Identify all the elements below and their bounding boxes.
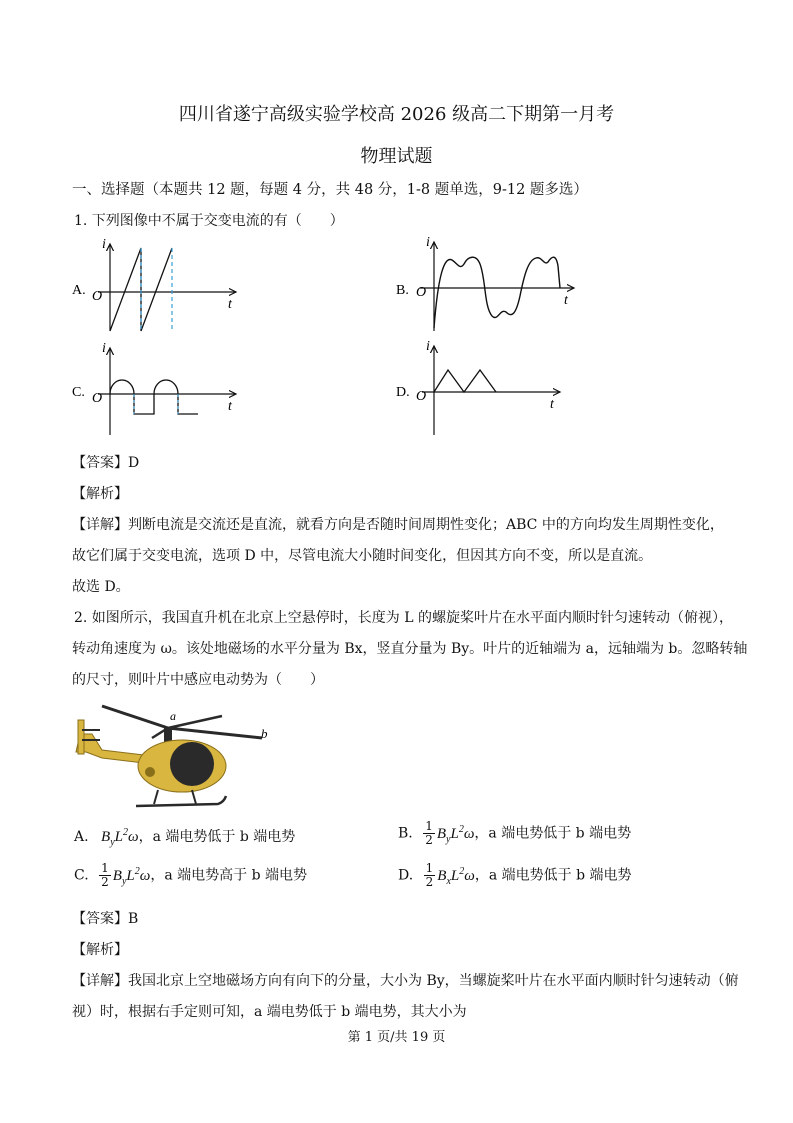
origin-label: O <box>416 285 427 300</box>
origin-label: O <box>92 391 103 406</box>
q1-analysis-heading: 【解析】 <box>72 486 128 502</box>
graph-c <box>68 340 248 440</box>
option-c-formula: $B_yL^2\omega$ <box>112 865 151 887</box>
option-c-label: C. <box>74 867 89 884</box>
axis-i-label: i <box>102 237 106 252</box>
option-b-label: B. <box>398 825 413 842</box>
option-b-formula: $B_yL^2\omega$ <box>436 823 475 845</box>
option-d-fraction: $\frac{1}{2}$ <box>425 861 434 889</box>
q2-stem-line-3: 的尺寸，则叶片中感应电动势为（ ） <box>72 672 324 688</box>
axis-t-label: t <box>228 297 232 312</box>
option-a-text: ，a 端电势低于 b 端电势 <box>138 829 296 845</box>
helicopter-figure <box>72 694 282 818</box>
graph-a <box>68 236 248 336</box>
option-c-label: C. <box>72 385 85 400</box>
q2-option-d <box>398 862 632 889</box>
q2-option-b <box>398 820 631 847</box>
axis-t-label: t <box>564 293 568 308</box>
exam-subtitle: 物理试题 <box>360 146 433 167</box>
option-b-fraction: $\frac{1}{2}$ <box>425 819 433 847</box>
q2-analysis-heading: 【解析】 <box>72 942 128 958</box>
q2-option-a <box>74 826 295 848</box>
option-d-formula: $B_xL^2\omega$ <box>437 865 475 887</box>
origin-label: O <box>416 389 427 404</box>
q1-conclusion: 故选 D。 <box>72 579 130 595</box>
q2-answer: 【答案】B <box>72 911 139 927</box>
q1-detail-line-1: 【详解】判断电流是交流还是直流，就看方向是否随时间周期性变化；ABC 中的方向均发生周期性变化， <box>72 517 724 533</box>
page-number: 第 1 页/共 19 页 <box>347 1030 446 1045</box>
q1-detail-line-2: 故它们属于交变电流，选项 D 中，尽管电流大小随时间变化，但因其方向不变，所以是直流。 <box>72 548 653 564</box>
q2-detail-line-1: 【详解】我国北京上空地磁场方向有向下的分量，大小为 By，当螺旋桨叶片在水平面内顺时针匀速转动（俯 <box>72 973 739 989</box>
axis-t-label: t <box>550 397 554 412</box>
option-b-text: ，a 端电势低于 b 端电势 <box>474 825 632 842</box>
option-a-label: A. <box>72 283 86 298</box>
q2-stem-line-1: 2. 如图所示，我国直升机在北京上空悬停时，长度为 L 的螺旋桨叶片在水平面内顺时针匀速转动（俯视）， <box>74 610 734 626</box>
blade-near-end-label: a <box>170 709 176 723</box>
blade-far-end-label: b <box>261 726 268 741</box>
origin-label: O <box>92 289 103 304</box>
option-d-label: D. <box>398 867 414 884</box>
exam-title: 四川省遂宁高级实验学校高 2026 级高二下期第一月考 <box>178 104 615 125</box>
q1-answer: 【答案】D <box>72 455 140 471</box>
option-c-fraction: $\frac{1}{2}$ <box>101 861 109 889</box>
q2-option-c <box>74 862 307 889</box>
option-c-text: ，a 端电势高于 b 端电势 <box>150 867 307 884</box>
option-d-label: D. <box>396 385 410 400</box>
graph-b <box>392 236 592 336</box>
section-heading: 一、选择题（本题共 12 题，每题 4 分，共 48 分，1-8 题单选，9-12 题多选） <box>72 182 588 198</box>
q2-stem-line-2: 转动角速度为 ω。该处地磁场的水平分量为 Bx，竖直分量为 By。叶片的近轴端为 a，远轴端为 b。忽略转轴 <box>72 641 748 657</box>
option-d-text: ，a 端电势低于 b 端电势 <box>474 867 632 884</box>
q2-detail-line-2: 视）时，根据右手定则可知，a 端电势低于 b 端电势，其大小为 <box>72 1004 467 1020</box>
axis-i-label: i <box>102 341 106 356</box>
axis-i-label: i <box>426 236 430 250</box>
option-a-formula: $B_yL^2\omega$ <box>101 827 139 848</box>
axis-t-label: t <box>228 399 232 414</box>
option-b-label: B. <box>396 283 409 298</box>
q1-stem: 1. 下列图像中不属于交变电流的有（ ） <box>74 213 344 229</box>
option-a-label: A. <box>74 829 89 845</box>
graph-d <box>392 340 572 440</box>
axis-i-label: i <box>426 340 430 354</box>
